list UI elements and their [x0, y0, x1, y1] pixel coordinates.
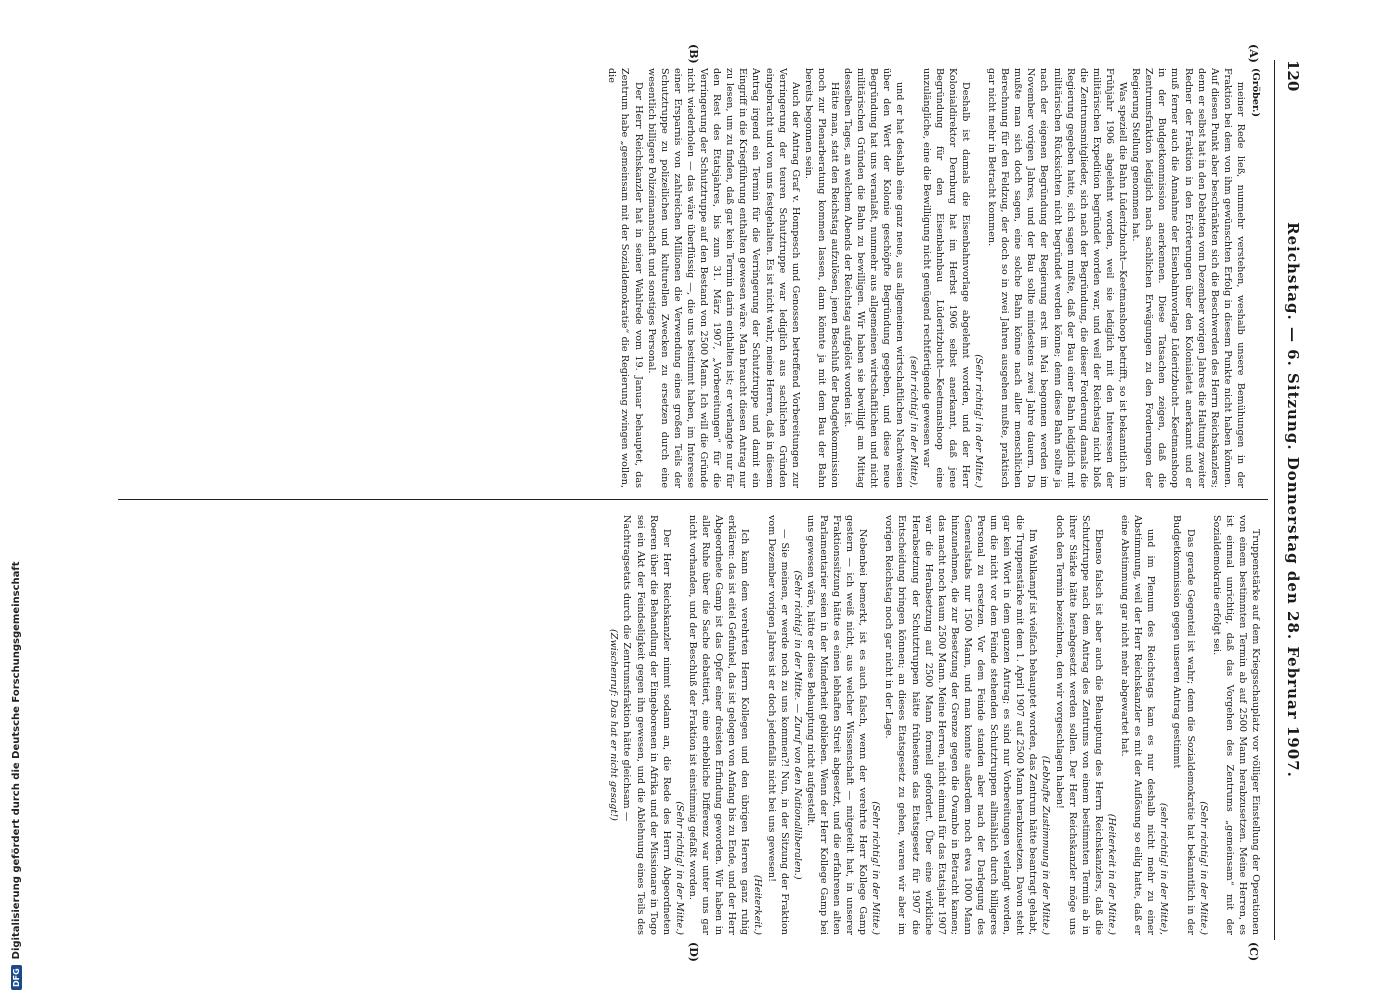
digitization-credit — [6, 0, 26, 1000]
credit-text: Digitalisierung gefördert durch die Deutsche Forschungsgemeinschaft — [10, 561, 22, 960]
stage-direction: (Heiterkeit in der Mitte.) — [1105, 813, 1117, 935]
dfg-logo: DFG — [11, 965, 22, 990]
column-divider — [118, 499, 1268, 500]
stage-direction: (Lebhafte Zustimmung in der Mitte.) — [1040, 755, 1052, 935]
paragraph: Ich kann dem verehrten Herrn Kollegen und den übrigen Herren ganz ruhig erklären: das ist eitel Gefunkel, das ist gelogen von Anfang bis zu Ende, und der Herr Abgeordnete Gamp ist das Opfer einer dreisten Erfindung geworden. Wir haben in aller Ruhe über die Sache debattiert, eine erhebliche Differenz war unter uns gar nicht vorhanden, und der Beschluß der Fraktion ist einstimmig gefaßt worden. — [686, 515, 751, 935]
paragraph: Ebenso falsch ist aber auch die Behauptung des Herrn Reichskanzlers, daß die Schutztruppe nach dem Antrag des Zentrums von einem bestimmten Termin ab in ihrer Stärke hätte herabgesetzt werden sollen. Der Herr Reichskanzler möge uns doch den Termin bezeichnen, den wir vorgeschlagen haben! — [1053, 515, 1104, 935]
paragraph: Auch der Antrag Graf v. Hompesch und Genossen betreffend Vorbereitungen zur Verringerung der teuren Schutztruppe war lediglich aus sachlichen Gründen eingebracht und von uns festgehalten. Es ist nicht wahr, meine Herren, daß in diesem Antrag irgend ein Termin für die Verringerung der Schutztruppe und damit ein Eingriff in die Kriegführung enthalten gewesen wäre. Man braucht diesen Antrag nur zu lesen, um zu finden, daß gar kein Termin darin enthalten ist; er verlangte nur für den Rest des Etatsjahres, bis zum 31. März 1907, „Vorbereitungen“ für die Verringerung der Schutztruppe auf den Bestand von 2500 Mann. Ich will die Gründe nicht wiederholen — das wäre überflüssig —, die uns bestimmt haben, im Interesse einer Ersparnis von zahlreichen Millionen die Verwendung eines großen Teils der Schutztruppe zu polizeilichen und kulturellen Zwecken zu ersetzen durch eine wesentlich billigere Polizeimannschaft und sonstiges Personal. — [645, 68, 801, 488]
paragraph: — Sie meinen, er werde noch zu uns kommen?! Nun, in der Sitzung der Fraktion vom Dezember vorigen Jahres ist er doch jedenfalls nicht bei uns gewesen! — [765, 515, 790, 935]
stage-direction: (Zwischenruf: Das hat er nicht gesagt!) — [608, 629, 620, 821]
paragraph: und er hat deshalb eine ganz neue, aus allgemeinen wirtschaftlichen Nachweisen über den Wert der Kolonie geschöpfte Begründung gegeben, und diese neue Begründung hat uns veranlaßt, nunmehr aus allgemeinen wirtschaftlichen und nicht militärischen Gründen die Bahn zu bewilligen. Wir haben sie bewilligt am Mittag desselben Tages, an welchem Abends der Reichstag aufgelöst worden ist. — [842, 68, 906, 488]
margin-marker-b: (B) — [687, 44, 700, 64]
stage-direction: (Sehr richtig! in der Mitte.) — [673, 801, 685, 935]
paragraph: Das gerade Gegenteil ist wahr; denn die Sozialdemokratie hat bekanntlich in der Budgetkommission gegen unseren Antrag gestimmt — [1171, 515, 1196, 935]
stage-direction: (Heiterkeit.) — [752, 874, 764, 935]
paragraph: Truppenstärke auf dem Kriegsschauplatz vor völliger Einstellung der Operationen von einem bestimmten Termin ab auf 2500 Mann herabzusetzen. Meine Herren, es ist einmal unrichtig, daß das Vorgehen des Zentrums „gemeinsam“ mit der Sozialdemokratie erfolgt sei. — [1210, 515, 1261, 935]
paragraph: Der Herr Reichskanzler hat in seiner Wahlrede vom 19. Januar behauptet, das Zentrum habe „gemeinsam mit der Sozialdemokratie“ die Regierung zwingen wollen, die — [606, 68, 644, 488]
paragraph: Hätte man, statt den Reichstag aufzulösen, jenen Beschluß der Budgetkommission noch zur Plenarberatung kommen lassen, dann könnte ja mit dem Bau der Bahn bereits begonnen sein. — [802, 68, 840, 488]
margin-marker-d: (D) — [687, 942, 700, 962]
paragraph: und im Plenum des Reichstags kam es nur deshalb nicht mehr zu einer Abstimmung, weil der Herr Reichskanzler es mit der Auflösung so eilig hatte, daß er eine Abstimmung gar nicht mehr abgewartet hat. — [1119, 515, 1157, 935]
page-header — [1272, 60, 1312, 940]
margin-marker-c: (C) — [1247, 942, 1260, 962]
stage-direction: (Sehr richtig! in der Mitte.) — [973, 354, 985, 488]
stage-direction: (Sehr richtig! in der Mitte.) — [1197, 801, 1209, 935]
stage-direction: (sehr richtig! in der Mitte), — [1158, 802, 1170, 935]
page-number: 120 — [1284, 60, 1302, 92]
header-rule — [1274, 60, 1275, 940]
left-column — [122, 68, 1262, 488]
speaker-name: (Gröber.) — [1250, 68, 1261, 118]
paragraph: Im Wahlkampf ist vielfach behauptet worden, das Zentrum hätte beantragt gehabt, die Truppenstärke mit dem 1. April 1907 auf 2500 Mann herabzusetzen. Davon steht gar kein Wort in dem ganzen Antrag; es sind nur Vorbereitungen verlangt worden, um die nicht vor dem Feinde stehenden Schutztruppen allmählich durch billigeres Personal zu ersetzen. Vor dem Feinde standen aber nach der Darlegung des Generalstabs nur 1500 Mann, und man konnte außerdem noch etwa 1000 Mann hinzunehmen, die zur Besetzung der Grenze gegen die Ovambo in Betracht kamen; das macht noch kaum 2500 Mann. Meine Herren, nicht einmal für das Etatsjahr 1907 war die Herabsetzung auf 2500 Mann formell gefordert. Über eine wirkliche Herabsetzung der Schutztruppen hätte frühestens das Etatsgesetz für 1907 die Entscheidung bringen können; an dieses Etatsgesetz zu gehen, waren wir aber im vorigen Reichstag noch gar nicht in der Lage. — [883, 515, 1039, 935]
stage-direction: (Sehr richtig! in der Mitte.) — [870, 801, 882, 935]
paragraph: meiner Rede ließ, nunmehr verstehen, weshalb unsere Bemühungen in der Fraktion bei dem von ihm gewünschten Erfolg in diesem Punkte nicht haben können. Auf diesen Punkt aber beschränkten sich die Beschwerden des Herrn Reichskanzlers; denn er selbst hat in den Debatten vom Dezember vorigen Jahres die Haltung zweiter Redner der Fraktion in den Erörterungen über den Kolonialetat anerkannt und er muß ferner auch die Annahme der Eisenbahnvorlage Lüderitzbucht—Keetmanshoop in der Budgetkommission anerkennen. Diese Tatsachen zeigen, daß die Zentrumsfraktion lediglich nach sachlichen Erwägungen zu den Forderungen der Regierung Stellung genommen hat. — [1130, 68, 1246, 488]
stage-direction: (Sehr richtig! in der Mitte. — Zuruf von den Nationalliberalen.) — [791, 570, 803, 880]
paragraph: Was speziell die Bahn Lüderitzbucht—Keetmanshoop betrifft, so ist bekanntlich im Frühjahr 1906 abgelehnt worden, weil sie lediglich mit den Interessen der militärischen Expedition begründet worden war, und weil der Reichstag nicht bloß die Zentrumsmitglieder, sich nach der Begründung, die dieser Forderung damals die Regierung gegeben hatte, sich sagen mußte, daß der Bau einer Bahn lediglich mit militärischen Rücksichten nicht begründet werden könne; denn diese Bahn sollte ja nach der eigenen Begründung der Regierung erst im Mai begonnen werden im November vorigen Jahres, und der Bau sollte mindestens zwei Jahre dauern. Da mußte man sich doch sagen, eine solche Bahn könne nach aller menschlichen Berechnung für den Feldzug, der doch so in zwei Jahren ausgehen mußte, praktisch gar nicht mehr in Betracht kommen. — [986, 68, 1129, 488]
paragraph: Der Herr Reichskanzler nimmt sodann an, die Rede des Herrn Abgeordneten Roeren über die Behandlung der Eingeborenen in Afrika und der Missionare in Togo sei ein Akt der Feindseligkeit gegen ihn gewesen, und die Ablehnung eines Teils des Nachtragsetats durch die Zentrumsfraktion hätte gleichsam — — [621, 515, 672, 935]
paragraph: Nebenbei bemerkt, ist es auch falsch, wenn der verehrte Herr Kollege Gamp gestern — ich weiß nicht, aus welcher Wissenschaft — mitgeteilt hat, in unserer Fraktionssitzung hätte es einen lebhaften Streit abgesetzt, und die erfahrenen alten Parlamentarier seien in der Minderheit geblieben. Wenn der Herr Kollege Gamp bei uns gewesen wäre, hätte er diese Behauptung nicht aufgestellt. — [804, 515, 869, 935]
stage-direction: (sehr richtig! in der Mitte), — [907, 355, 919, 488]
page-title: Reichstag. — 6. Sitzung. Donnerstag den 28. Februar 1907. — [1284, 222, 1302, 778]
paragraph: Deshalb ist damals die Eisenbahnvorlage abgelehnt worden, und der Herr Kolonialdirektor Dernburg hat im Herbst 1906 selbst anerkannt, daß jene Begründung für den Eisenbahnbau Lüderitzbucht—Keetmanshoop eine unzulängliche, eine die Bewilligung nicht genügend rechtfertigende gewesen war — [920, 68, 971, 488]
right-column — [122, 515, 1262, 935]
margin-marker-a: (A) — [1247, 44, 1260, 63]
